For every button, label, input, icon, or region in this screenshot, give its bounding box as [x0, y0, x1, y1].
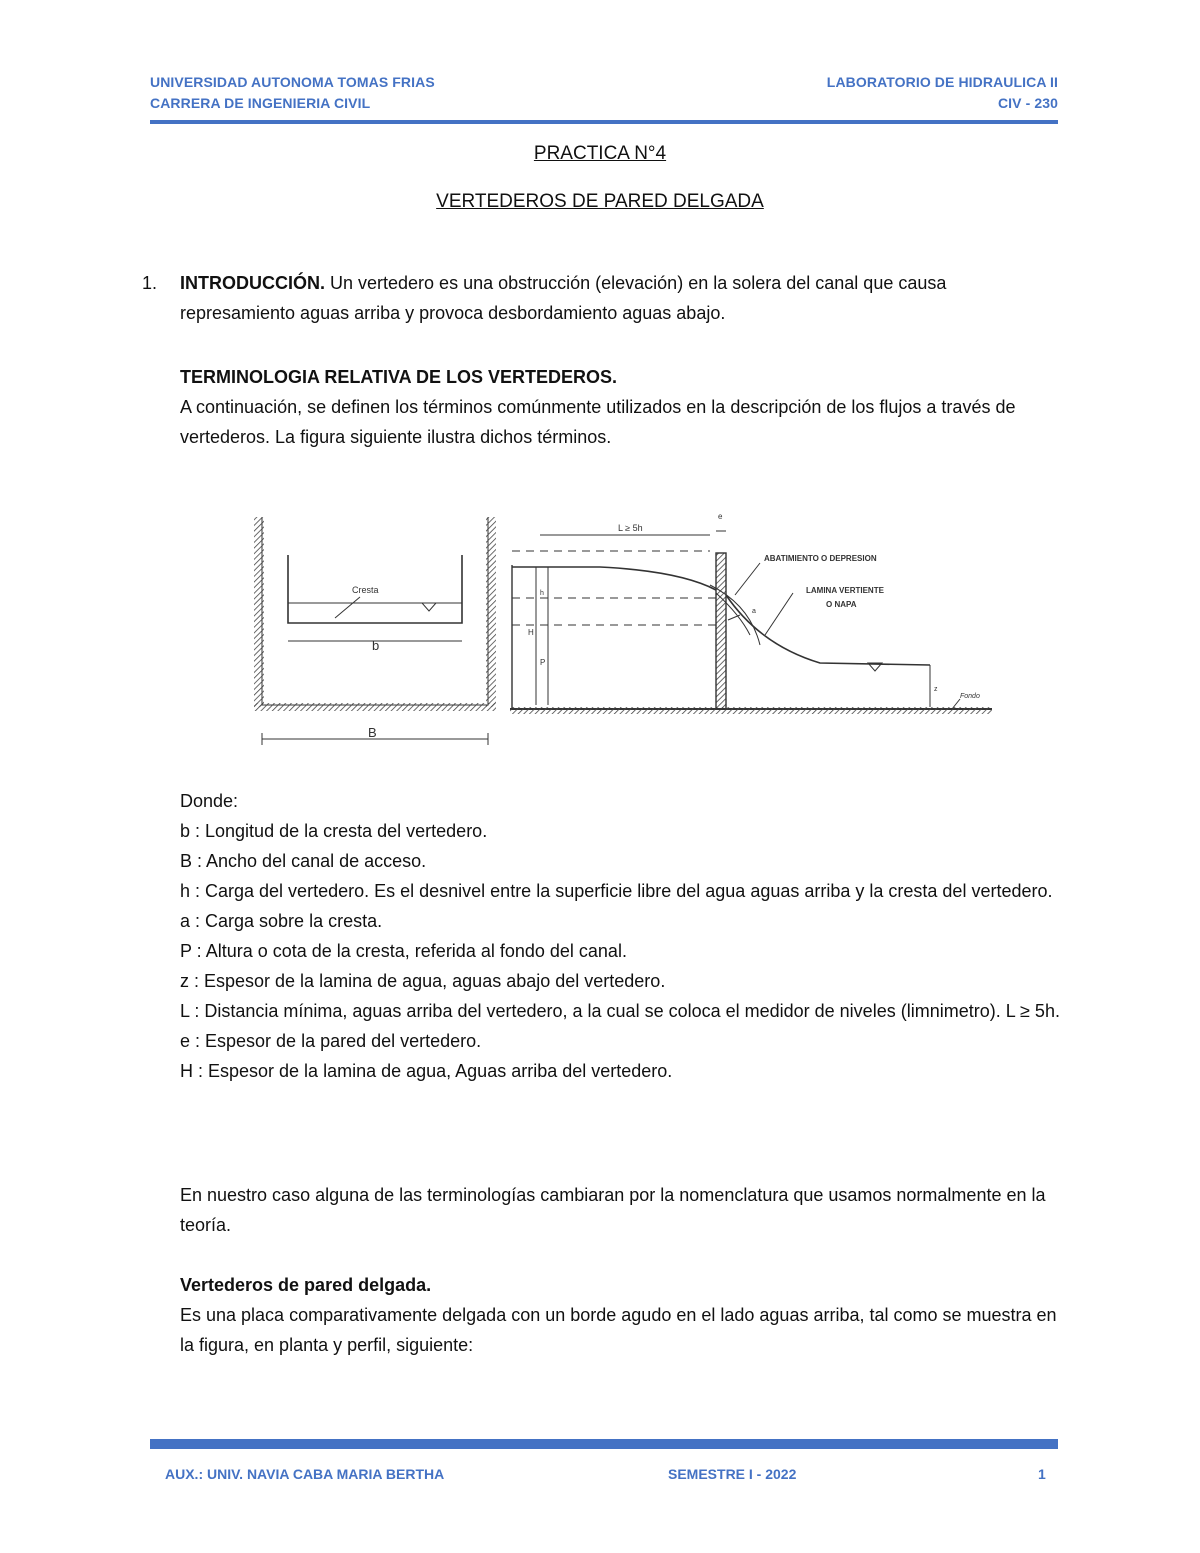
- thin-wall-section: [180, 1270, 1060, 1360]
- definition-item: P : Altura o cota de la cresta, referida al fondo del canal.: [180, 941, 627, 961]
- lab-name: LABORATORIO DE HIDRAULICA II: [826, 74, 1058, 90]
- footer-author: AUX.: UNIV. NAVIA CABA MARIA BERTHA: [165, 1466, 445, 1482]
- intro-section: [142, 268, 1032, 328]
- university-name: UNIVERSIDAD AUTONOMA TOMAS FRIAS: [150, 74, 435, 90]
- definitions-intro: Donde:: [180, 791, 239, 811]
- footer-semester: SEMESTRE I - 2022: [668, 1466, 797, 1482]
- label-H: H: [528, 628, 534, 637]
- definition-item: e : Espesor de la pared del vertedero.: [180, 1031, 482, 1051]
- label-P: P: [540, 658, 546, 667]
- label-cresta: Cresta: [352, 585, 379, 595]
- course-code: CIV - 230: [997, 95, 1058, 111]
- header-rule: [150, 120, 1058, 124]
- career-name: CARRERA DE INGENIERIA CIVIL: [150, 95, 371, 111]
- thin-wall-text: Es una placa comparativamente delgada con un borde agudo en el lado aguas arriba, tal como se muestra en la figura, en planta y perfil, siguiente:: [180, 1305, 1057, 1355]
- definition-item: z : Espesor de la lamina de agua, aguas abajo del vertedero.: [180, 971, 666, 991]
- definitions-section: [180, 786, 1060, 1086]
- label-a: a: [752, 608, 756, 615]
- header-left: [150, 72, 435, 114]
- intro-number: 1.: [142, 273, 158, 293]
- label-z: z: [934, 686, 938, 693]
- terminology-text: A continuación, se definen los términos comúnmente utilizados en la descripción de los flujos a través de vertederos. La figura siguiente ilustra dichos términos.: [180, 397, 1016, 447]
- note-text: En nuestro caso alguna de las terminologías cambiaran por la nomenclatura que usamos normalmente en la teoría.: [180, 1185, 1046, 1235]
- label-e: e: [718, 512, 723, 521]
- definition-item: a : Carga sobre la cresta.: [180, 911, 383, 931]
- definition-item: h : Carga del vertedero. Es el desnivel entre la superficie libre del agua aguas arriba y la cresta del vertedero.: [180, 881, 1053, 901]
- intro-text: Un vertedero es una obstrucción (elevación) en la solera del canal que causa represamiento aguas arriba y provoca desbordamiento aguas abajo.: [180, 273, 947, 323]
- weir-diagram: [240, 505, 995, 755]
- label-napa: O NAPA: [826, 600, 857, 609]
- label-h: h: [540, 590, 544, 597]
- label-b: b: [372, 638, 380, 653]
- footer-rule: [150, 1439, 1058, 1449]
- header-right: [827, 72, 1058, 114]
- definition-item: H : Espesor de la lamina de agua, Aguas arriba del vertedero.: [180, 1061, 673, 1081]
- intro-heading: INTRODUCCIÓN.: [180, 273, 325, 293]
- definition-item: B : Ancho del canal de acceso.: [180, 851, 427, 871]
- page-title: PRACTICA N°4: [533, 143, 667, 164]
- thin-wall-heading: Vertederos de pared delgada.: [180, 1275, 432, 1295]
- note-paragraph: [180, 1180, 1060, 1240]
- terminology-section: [180, 362, 1060, 452]
- terminology-heading: TERMINOLOGIA RELATIVA DE LOS VERTEDEROS.: [180, 367, 618, 387]
- label-abatimiento: ABATIMIENTO O DEPRESION: [764, 554, 877, 563]
- page-subtitle: VERTEDEROS DE PARED DELGADA: [436, 191, 764, 212]
- label-B: B: [368, 725, 377, 740]
- label-fondo: Fondo: [960, 693, 980, 700]
- page-number: 1: [1038, 1466, 1046, 1482]
- definition-item: L : Distancia mínima, aguas arriba del vertedero, a la cual se coloca el medidor de niveles (limnimetro). L ≥ 5h.: [180, 1001, 1060, 1021]
- label-lamina-vertiente: LAMINA VERTIENTE: [806, 586, 884, 595]
- definition-item: b : Longitud de la cresta del vertedero.: [180, 821, 488, 841]
- label-L: L ≥ 5h: [618, 523, 643, 533]
- intro-paragraph: [180, 268, 1032, 328]
